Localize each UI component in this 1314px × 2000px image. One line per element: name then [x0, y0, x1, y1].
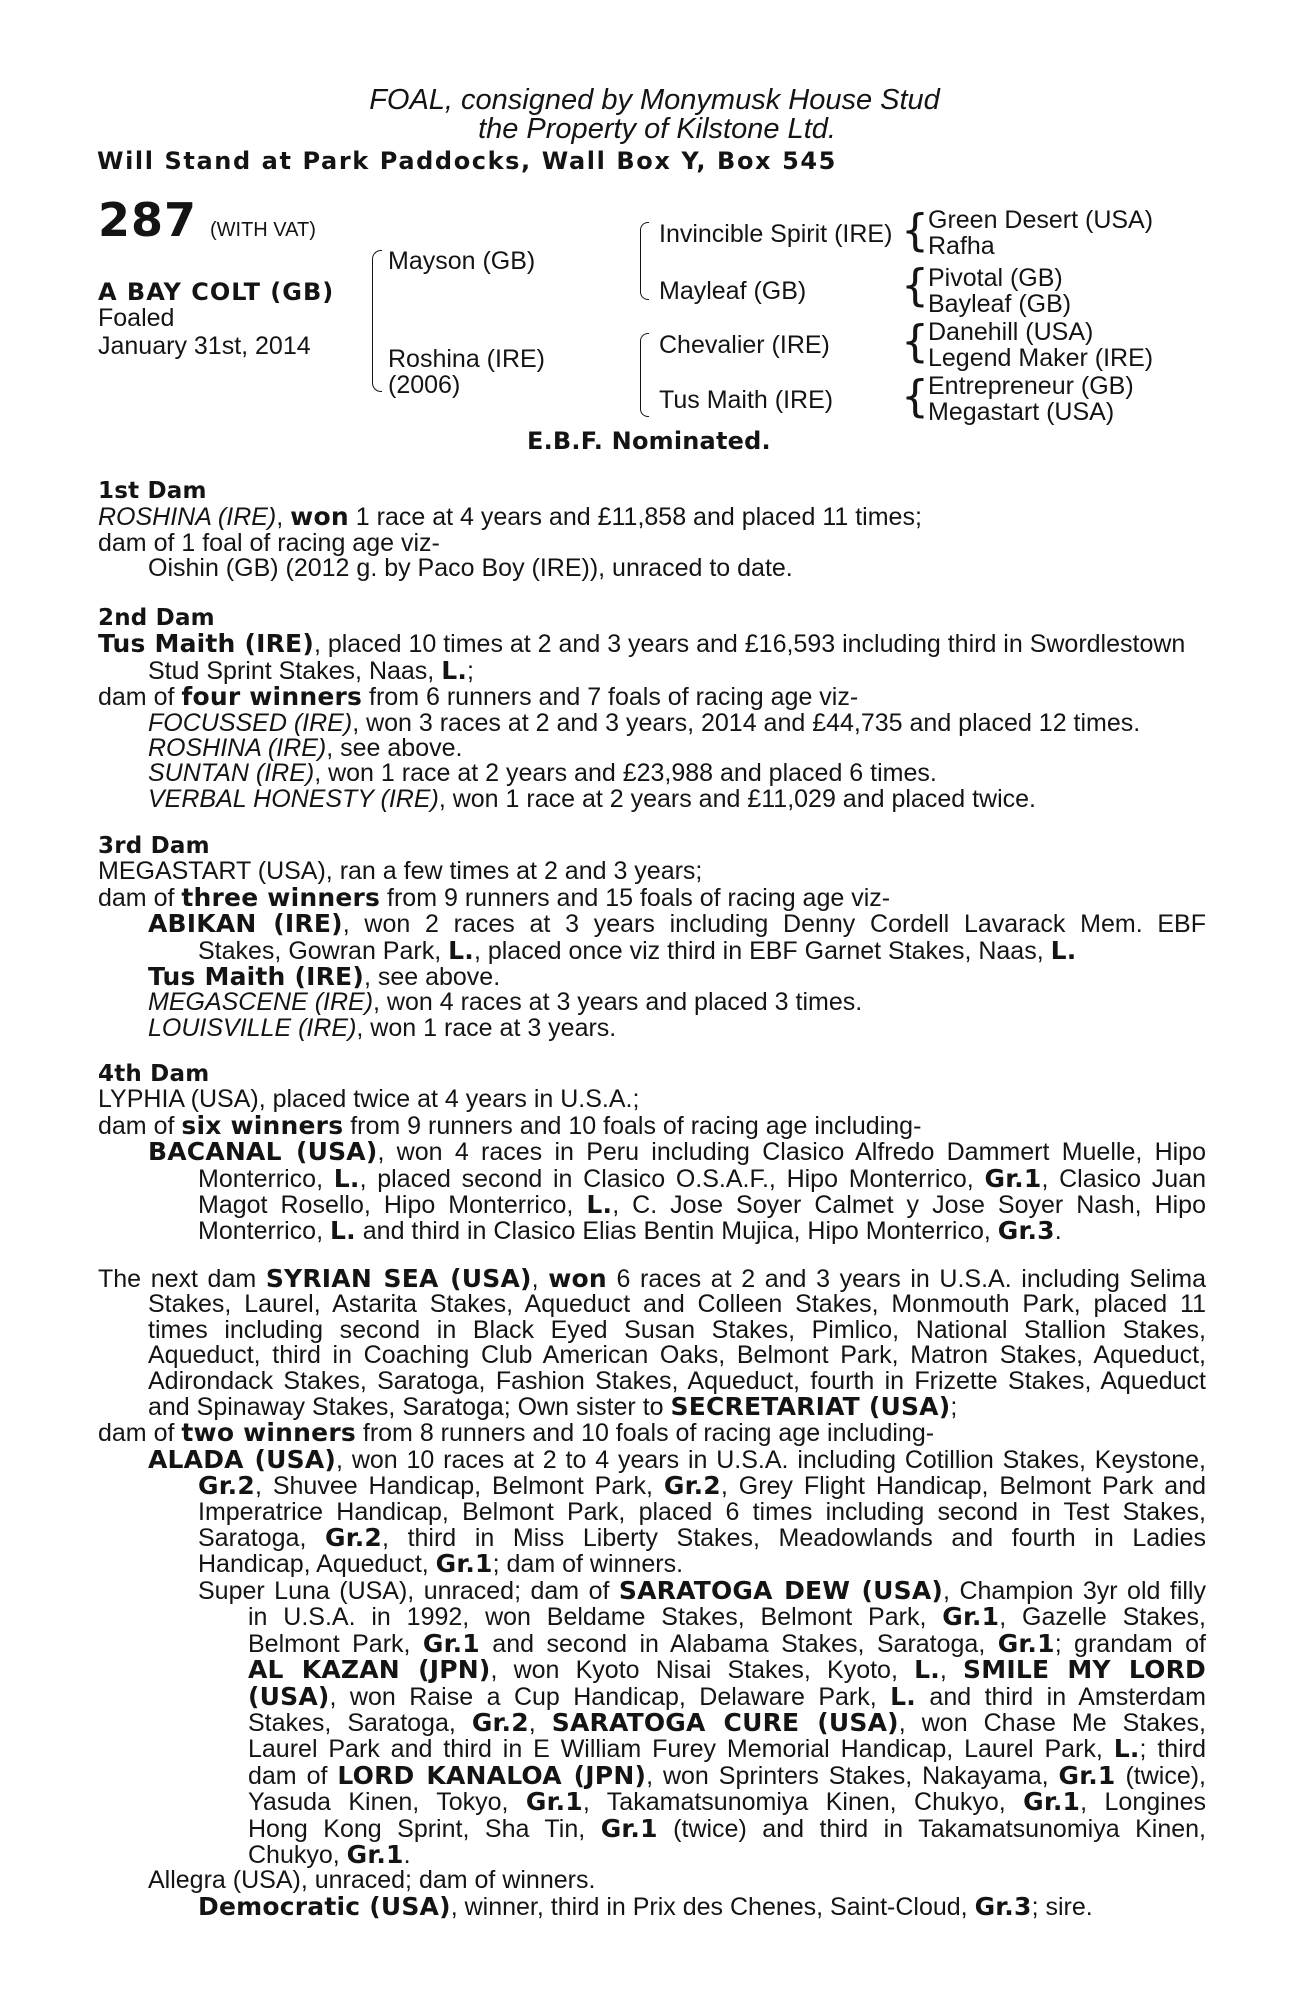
produce-item: ABIKAN (IRE), won 2 races at 3 years including Denny Cordell Lavarack Mem. EBF [148, 909, 1206, 939]
produce-item-cont: Monterrico, L., placed second in Clasico O.S.A.F., Hipo Monterrico, Gr.1, Clasico Juan [198, 1163, 1207, 1193]
dam-record: ROSHINA (IRE), won 1 race at 4 years and £11,858 and placed 11 times; [98, 502, 922, 532]
gg-entrepreneur: Entrepreneur (GB) [928, 372, 1134, 400]
gg-bayleaf: Bayleaf (GB) [928, 290, 1072, 318]
gg-pivotal: Pivotal (GB) [928, 264, 1063, 292]
foaled-date: January 31st, 2014 [98, 332, 311, 360]
produce-item: LOUISVILLE (IRE), won 1 race at 3 years. [148, 1013, 617, 1042]
dam-record-cont: and Spinaway Stakes, Saratoga; Own sister to SECRETARIAT (USA); [148, 1392, 958, 1422]
produce-intro: dam of 1 foal of racing age viz- [98, 528, 440, 557]
third-dam-section [98, 834, 1206, 1041]
section-heading: 1st Dam [98, 478, 207, 504]
produce-item: FOCUSSED (IRE), won 3 races at 2 and 3 years, 2014 and £44,735 and placed 12 times. [148, 708, 1141, 737]
produce-item: Oishin (GB) (2012 g. by Paco Boy (IRE)), unraced to date. [148, 554, 793, 583]
produce-item-cont: Imperatrice Handicap, Belmont Park, placed 6 times including second in Test Stakes, [198, 1497, 1206, 1526]
lot-number: 287 [98, 193, 198, 247]
produce-item: Tus Maith (IRE), see above. [148, 962, 501, 992]
dam-record: LYPHIA (USA), placed twice at 4 years in U.S.A.; [98, 1085, 640, 1114]
stand-line: Will Stand at Park Paddocks, Wall Box Y, Box 545 [97, 147, 837, 175]
dam-record-cont: Adirondack Stakes, Saratoga, Fashion Stakes, Aqueduct, fourth in Frizette Stakes, Aqueduct [148, 1366, 1206, 1395]
produce-item-cont: Chukyo, Gr.1. [248, 1839, 411, 1869]
produce-item-cont: Belmont Park, Gr.1 and second in Alabama Stakes, Saratoga, Gr.1; grandam of [248, 1628, 1206, 1658]
produce-item-cont: in U.S.A. in 1992, won Beldame Stakes, Belmont Park, Gr.1, Gazelle Stakes, [248, 1602, 1206, 1632]
consignor-line: FOAL, consigned by Monymusk House Stud [369, 84, 940, 116]
ebf-nominated: E.B.F. Nominated. [527, 427, 771, 455]
produce-item-cont: Handicap, Aqueduct, Gr.1; dam of winners. [198, 1549, 684, 1579]
lot-title: A BAY COLT (GB) [98, 278, 335, 306]
dam-record-cont: Aqueduct, third in Coaching Club American Oaks, Belmont Park, Matron Stakes, Aqueduct, [148, 1341, 1206, 1370]
produce-intro: dam of six winners from 9 runners and 10 foals of racing age including- [98, 1110, 922, 1140]
brace-gg-2: { [901, 260, 929, 311]
dam-record: Tus Maith (IRE), placed 10 times at 2 and 3 years and £16,593 including third in Swordlestown [98, 629, 1186, 659]
brace-gg-3: { [901, 316, 929, 367]
produce-item-cont: Saratoga, Gr.2, third in Miss Liberty Stakes, Meadowlands and fourth in Ladies [198, 1523, 1207, 1553]
produce-item: Allegra (USA), unraced; dam of winners. [148, 1866, 596, 1895]
sire-name: Mayson (GB) [388, 247, 536, 275]
produce-item-cont: Magot Rosello, Hipo Monterrico, L., C. Jose Soyer Calmet y Jose Soyer Nash, Hipo [198, 1190, 1206, 1220]
produce-item-cont: Stakes, Saratoga, Gr.2, SARATOGA CURE (USA), won Chase Me Stakes, [248, 1707, 1206, 1737]
produce-item: MEGASCENE (IRE), won 4 races at 3 years and placed 3 times. [148, 988, 863, 1017]
gg-legend-maker: Legend Maker (IRE) [928, 344, 1154, 372]
dam-parents-brace [640, 333, 649, 417]
gg-danehill: Danehill (USA) [928, 318, 1094, 346]
dam-record: The next dam SYRIAN SEA (USA), won 6 races at 2 and 3 years in U.S.A. including Selima [98, 1264, 1206, 1293]
produce-item-cont: Laurel Park and third in E William Furey Memorial Handicap, Laurel Park, L.; third [248, 1734, 1206, 1764]
produce-item: Super Luna (USA), unraced; dam of SARATOGA DEW (USA), Champion 3yr old filly [198, 1575, 1206, 1605]
sire-parents-brace [640, 222, 649, 300]
produce-item-cont: Gr.2, Shuvee Handicap, Belmont Park, Gr.2, Grey Flight Handicap, Belmont Park and [198, 1471, 1206, 1501]
section-heading: 2nd Dam [98, 605, 215, 631]
fourth-dam-section [98, 1062, 1206, 1245]
produce-intro: dam of two winners from 8 runners and 10 foals of racing age including- [98, 1418, 935, 1448]
produce-item: ALADA (USA), won 10 races at 2 to 4 years in U.S.A. including Cotillion Stakes, Keystone, [148, 1444, 1206, 1474]
section-heading: 3rd Dam [98, 833, 210, 859]
produce-item: Democratic (USA), winner, third in Prix des Chenes, Saint-Cloud, Gr.3; sire. [198, 1891, 1093, 1921]
gg-green-desert: Green Desert (USA) [928, 206, 1154, 234]
vat-note: (WITH VAT) [209, 219, 316, 241]
produce-item-cont: Hong Kong Sprint, Sha Tin, Gr.1 (twice) and third in Takamatsunomiya Kinen, [248, 1813, 1206, 1843]
produce-item-cont: Monterrico, L. and third in Clasico Elias Bentin Mujica, Hipo Monterrico, Gr.3. [198, 1216, 1062, 1246]
gg-megastart: Megastart (USA) [928, 398, 1115, 426]
foaled-label: Foaled [98, 304, 175, 332]
produce-item-cont: AL KAZAN (JPN), won Kyoto Nisai Stakes, Kyoto, L., SMILE MY LORD [248, 1655, 1206, 1685]
brace-gg-1: { [901, 205, 929, 256]
produce-item-cont: Yasuda Kinen, Tokyo, Gr.1, Takamatsunomiya Kinen, Chukyo, Gr.1, Longines [248, 1787, 1207, 1817]
produce-item: SUNTAN (IRE), won 1 race at 2 years and £23,988 and placed 6 times. [148, 759, 937, 788]
next-dam-section [98, 1266, 1206, 1920]
sire-sire: Invincible Spirit (IRE) [659, 220, 893, 248]
dam-record-cont: times including second in Black Eyed Susan Stakes, Pimlico, National Stallion Stakes, [148, 1315, 1206, 1344]
sire-dam-brace [372, 250, 382, 392]
dam-record-cont: Stud Sprint Stakes, Naas, L.; [148, 655, 474, 685]
dam-name: Roshina (IRE) [388, 345, 545, 373]
first-dam-section [98, 479, 1206, 582]
dam-record-cont: Stakes, Laurel, Astarita Stakes, Aqueduct and Colleen Stakes, Monmouth Park, placed 11 [148, 1290, 1206, 1319]
produce-intro: dam of four winners from 6 runners and 7 foals of racing age viz- [98, 682, 859, 712]
dam-year: (2006) [388, 371, 461, 399]
dam-record: MEGASTART (USA), ran a few times at 2 and 3 years; [98, 857, 703, 886]
produce-item-cont: (USA), won Raise a Cup Handicap, Delaware Park, L. and third in Amsterdam [248, 1681, 1206, 1711]
sire-dam: Mayleaf (GB) [659, 277, 807, 305]
produce-item-cont: Stakes, Gowran Park, L., placed once viz third in EBF Garnet Stakes, Naas, L. [198, 935, 1077, 965]
produce-item-cont: dam of LORD KANALOA (JPN), won Sprinters Stakes, Nakayama, Gr.1 (twice), [248, 1760, 1207, 1790]
brace-gg-4: { [901, 371, 929, 422]
produce-intro: dam of three winners from 9 runners and 15 foals of racing age viz- [98, 882, 891, 912]
lot-number-row [98, 193, 316, 247]
gg-rafha: Rafha [928, 232, 995, 260]
property-line: the Property of Kilstone Ltd. [478, 113, 836, 145]
section-heading: 4th Dam [98, 1061, 210, 1087]
page-header [0, 86, 1314, 144]
produce-item: ROSHINA (IRE), see above. [148, 734, 463, 763]
produce-item: VERBAL HONESTY (IRE), won 1 race at 2 years and £11,029 and placed twice. [148, 784, 1036, 813]
second-dam-section [98, 606, 1206, 812]
dam-sire: Chevalier (IRE) [659, 331, 830, 359]
dam-dam: Tus Maith (IRE) [659, 386, 834, 414]
produce-item: BACANAL (USA), won 4 races in Peru including Clasico Alfredo Dammert Muelle, Hipo [148, 1137, 1206, 1167]
